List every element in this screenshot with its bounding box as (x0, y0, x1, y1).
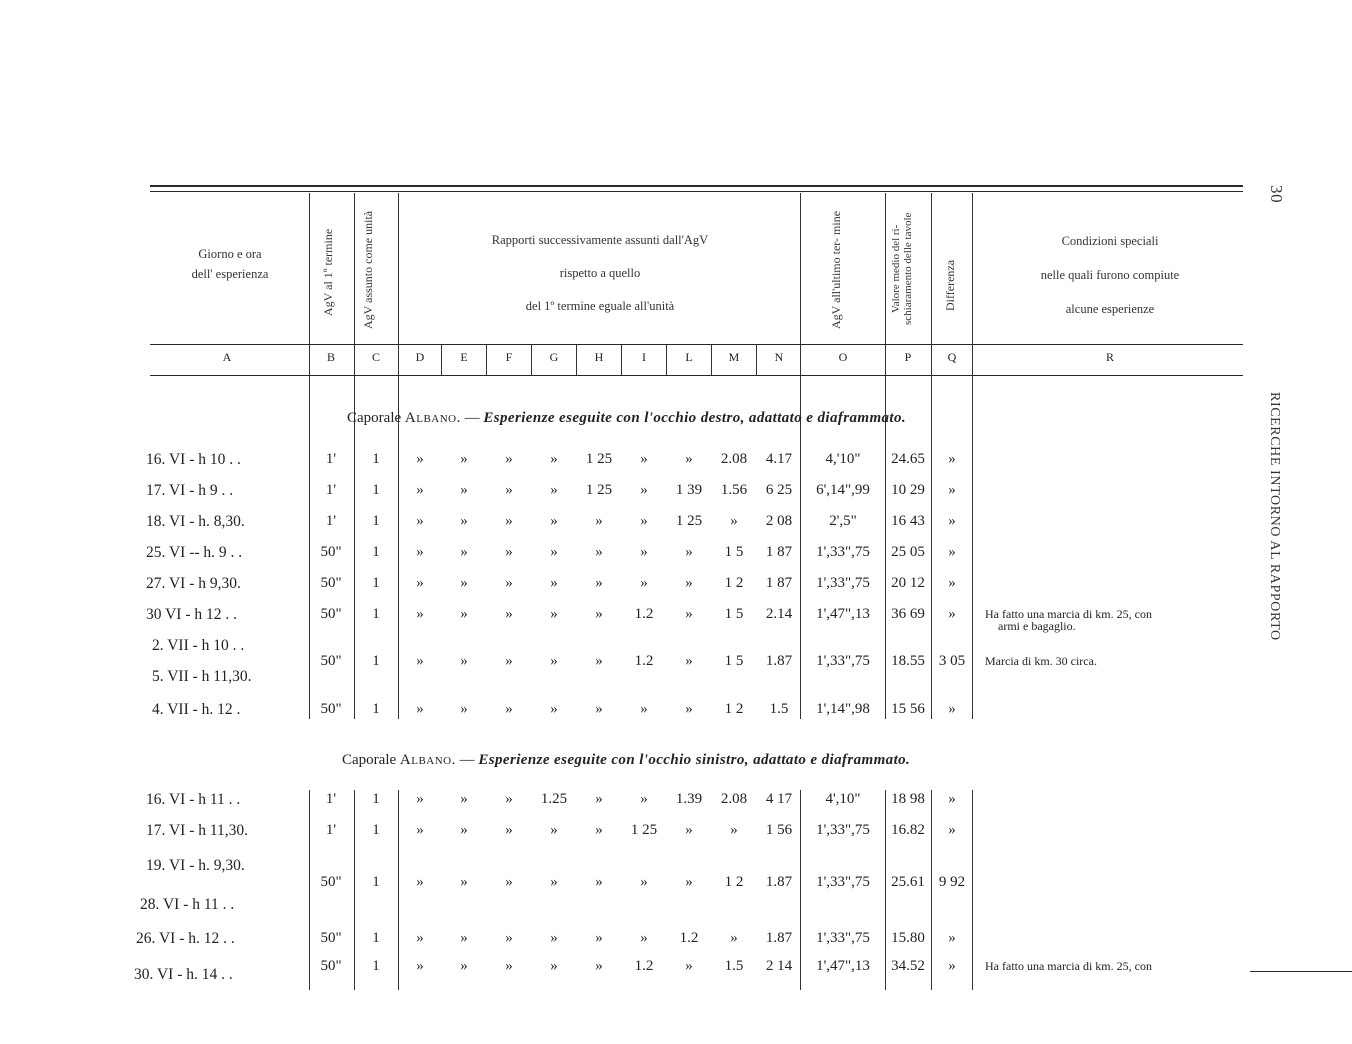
table-cell: 50" (320, 930, 342, 946)
row-date: 17. VI - h 9 . . (146, 482, 234, 499)
table-cell: » (640, 513, 648, 529)
table-cell: » (685, 544, 693, 560)
column-letter: I (642, 350, 646, 364)
table-cell: 6',14",99 (816, 482, 870, 498)
table-cell: 1',33",75 (816, 874, 870, 890)
table-cell: » (685, 701, 693, 717)
table-cell: » (685, 653, 693, 669)
table-cell: » (550, 653, 558, 669)
table-cell: » (640, 930, 648, 946)
table-cell: » (460, 482, 468, 498)
table-cell: » (550, 822, 558, 838)
top-rule-thin (150, 191, 1243, 192)
table-cell: » (460, 701, 468, 717)
table-cell: » (416, 958, 424, 974)
table-cell: 2 14 (765, 958, 793, 974)
table-cell: 1.39 (675, 791, 703, 807)
running-title: RICERCHE INTORNO AL RAPPORTO (1267, 392, 1282, 641)
table-cell: 1 (372, 874, 380, 890)
table-cell: » (505, 513, 513, 529)
table-cell: » (948, 575, 956, 591)
header-col-p: Valore medio del ri- schiaramento delle tavole (890, 212, 914, 326)
table-cell: » (460, 513, 468, 529)
table-cell: 1.5 (769, 701, 789, 717)
table-cell: » (505, 451, 513, 467)
table-cell: 1 (372, 513, 380, 529)
table-cell: 1.25 (540, 791, 568, 807)
table-cell: » (550, 513, 558, 529)
table-cell: » (460, 606, 468, 622)
table-cell: 50" (320, 958, 342, 974)
header-col-r: Condizioni speciali nelle quali furono compiute alcune esperienze (1040, 234, 1180, 316)
table-cell: » (505, 701, 513, 717)
table-cell: » (595, 653, 603, 669)
table-cell: » (595, 930, 603, 946)
row-date: 28. VI - h 11 . . (140, 896, 235, 913)
row-date: 16. VI - h 10 . . (146, 451, 241, 468)
table-cell: » (595, 874, 603, 890)
table-cell: » (416, 822, 424, 838)
table-cell: 1 25 (630, 822, 658, 838)
section-2-title: Caporale Albano. — Esperienze eseguite con l'occhio sinistro, adattato e diaframmato. (342, 752, 911, 768)
table-cell: » (505, 822, 513, 838)
table-cell: » (505, 930, 513, 946)
table-cell: » (550, 451, 558, 467)
table-cell: 2 08 (765, 513, 793, 529)
row-note: Ha fatto una marcia di km. 25, con (985, 959, 1152, 973)
table-cell: 2',5" (829, 513, 857, 529)
table-cell: » (460, 822, 468, 838)
table-cell: » (550, 544, 558, 560)
column-letter: E (460, 350, 468, 364)
table-cell: » (595, 544, 603, 560)
header-col-b: AgV al 1º termine (321, 228, 335, 317)
table-cell: » (505, 791, 513, 807)
row-note: armi e bagaglio. (998, 619, 1076, 633)
table-cell: » (416, 544, 424, 560)
table-cell: 1' (325, 822, 337, 838)
table-cell: » (505, 606, 513, 622)
table-cell: » (460, 930, 468, 946)
table-cell: 1 2 (724, 874, 744, 890)
table-cell: 1' (325, 482, 337, 498)
table-cell: 36 69 (891, 606, 925, 622)
table-cell: 2.14 (765, 606, 793, 622)
table-cell: » (595, 513, 603, 529)
table-cell: 4',10" (825, 791, 861, 807)
table-cell: 1 (372, 930, 380, 946)
table-cell: 1 87 (765, 575, 793, 591)
table-cell: » (595, 701, 603, 717)
table-cell: » (640, 701, 648, 717)
row-date: 16. VI - h 11 . . (146, 791, 241, 808)
table-cell: » (416, 874, 424, 890)
table-cell: 1 (372, 606, 380, 622)
table-cell: 1 25 (585, 451, 613, 467)
table-cell: » (685, 958, 693, 974)
row-date: 30 VI - h 12 . . (146, 606, 237, 623)
table-cell: 1 (372, 653, 380, 669)
table-cell: » (685, 575, 693, 591)
table-cell: 1 5 (724, 653, 744, 669)
table-cell: 1 5 (724, 544, 744, 560)
table-cell: » (416, 791, 424, 807)
table-cell: 10 29 (891, 482, 925, 498)
table-cell: » (550, 575, 558, 591)
table-cell: 24.65 (891, 451, 925, 467)
table-cell: 1 2 (724, 701, 744, 717)
table-cell: 1.87 (765, 653, 793, 669)
table-cell: 1 (372, 544, 380, 560)
table-cell: 9 92 (938, 874, 966, 890)
table-cell: 25 05 (891, 544, 925, 560)
column-letter: M (728, 350, 740, 364)
column-letter: D (415, 350, 425, 364)
table-cell: 16 43 (891, 513, 925, 529)
table-cell: 50" (320, 653, 342, 669)
row-date: 27. VI - h 9,30. (146, 575, 241, 592)
table-cell: » (505, 874, 513, 890)
table-cell: » (505, 575, 513, 591)
table-cell: » (416, 482, 424, 498)
table-cell: 1 2 (724, 575, 744, 591)
table-cell: » (640, 874, 648, 890)
table-cell: » (505, 544, 513, 560)
table-cell: 1',33",75 (816, 575, 870, 591)
column-letter: P (904, 350, 912, 364)
table-cell: » (948, 791, 956, 807)
table-cell: » (416, 575, 424, 591)
table-cell: » (685, 874, 693, 890)
table-cell: » (460, 791, 468, 807)
table-cell: » (550, 606, 558, 622)
row-date: 5. VII - h 11,30. (152, 668, 252, 685)
table-cell: 1 87 (765, 544, 793, 560)
table-cell: » (730, 930, 738, 946)
table-cell: 1' (325, 451, 337, 467)
header-rule (150, 344, 1243, 345)
table-cell: 1 25 (675, 513, 703, 529)
table-cell: 1.2 (634, 653, 654, 669)
table-cell: » (948, 958, 956, 974)
section-1-title: Caporale Albano. — Esperienze eseguite con l'occhio destro, adattato e diaframmato. (347, 410, 907, 426)
table-cell: » (550, 958, 558, 974)
table-cell: 1' (325, 513, 337, 529)
table-cell: » (550, 482, 558, 498)
row-note: Marcia di km. 30 circa. (985, 654, 1097, 668)
table-cell: » (948, 451, 956, 467)
table-cell: » (640, 451, 648, 467)
table-cell: » (640, 791, 648, 807)
table-cell: » (685, 606, 693, 622)
column-letter: F (505, 350, 513, 364)
table-cell: » (416, 701, 424, 717)
table-cell: 1' (325, 791, 337, 807)
table-cell: » (730, 822, 738, 838)
table-cell: » (685, 451, 693, 467)
header-col-a: Giorno e ora dell' esperienza (191, 247, 269, 281)
table-cell: 1.5 (724, 958, 744, 974)
column-letter: B (326, 350, 335, 364)
table-cell: » (595, 822, 603, 838)
table-cell: » (550, 701, 558, 717)
table-cell: » (640, 575, 648, 591)
table-cell: 1 5 (724, 606, 744, 622)
table-cell: » (595, 575, 603, 591)
table-cell: » (416, 653, 424, 669)
column-letter: L (685, 350, 693, 364)
row-date: 4. VII - h. 12 . (152, 701, 241, 718)
table-cell: 1',33",75 (816, 822, 870, 838)
table-cell: 18.55 (891, 653, 925, 669)
table-cell: 15 56 (891, 701, 925, 717)
table-cell: 1 (372, 791, 380, 807)
table-cell: 50" (320, 701, 342, 717)
table-cell: » (595, 791, 603, 807)
table-cell: 1.56 (720, 482, 748, 498)
table-cell: 1 (372, 575, 380, 591)
table-cell: 6 25 (765, 482, 793, 498)
row-date: 2. VII - h 10 . . (152, 637, 245, 654)
table-cell: 4,'10" (825, 451, 861, 467)
table-cell: » (550, 930, 558, 946)
table-cell: 4 17 (765, 791, 793, 807)
column-letter: A (222, 350, 232, 364)
table-cell: 50" (320, 874, 342, 890)
table-cell: » (416, 930, 424, 946)
column-letter: O (838, 350, 848, 364)
row-date: 25. VI -- h. 9 . . (146, 544, 243, 561)
table-cell: 1',47",13 (816, 958, 870, 974)
table-cell: 34.52 (891, 958, 925, 974)
table-cell: » (595, 958, 603, 974)
top-rule (150, 185, 1243, 187)
table-cell: 1',14",98 (816, 701, 870, 717)
table-cell: » (948, 822, 956, 838)
letters-rule (150, 375, 1243, 376)
table-cell: 1 (372, 701, 380, 717)
table-cell: » (460, 575, 468, 591)
table-cell: » (460, 653, 468, 669)
table-cell: 1.2 (679, 930, 699, 946)
table-cell: » (505, 958, 513, 974)
table-cell: 2.08 (720, 791, 748, 807)
table-cell: » (948, 482, 956, 498)
column-letter: N (774, 350, 784, 364)
table-cell: 1.87 (765, 874, 793, 890)
table-cell: » (948, 701, 956, 717)
row-date: 18. VI - h. 8,30. (146, 513, 245, 530)
table-cell: 1 (372, 482, 380, 498)
table-cell: 1 (372, 958, 380, 974)
column-letter: C (371, 350, 380, 364)
header-col-c: AgV assunto come unità (361, 210, 375, 330)
table-cell: 50" (320, 606, 342, 622)
table-cell: 4.17 (765, 451, 793, 467)
table-cell: 1 (372, 822, 380, 838)
table-cell: 15.80 (891, 930, 925, 946)
table-cell: 2.08 (720, 451, 748, 467)
table-cell: 50" (320, 575, 342, 591)
table-cell: » (685, 822, 693, 838)
table-cell: 20 12 (891, 575, 925, 591)
table-cell: » (460, 958, 468, 974)
table-cell: » (460, 544, 468, 560)
table-cell: » (730, 513, 738, 529)
table-cell: » (505, 482, 513, 498)
table-cell: 1 56 (765, 822, 793, 838)
table-cell: 50" (320, 544, 342, 560)
table-cell: 1.2 (634, 958, 654, 974)
table-cell: 1 (372, 451, 380, 467)
table-cell: 1',33",75 (816, 930, 870, 946)
column-letter: R (1105, 350, 1114, 364)
header-col-q: Differenza (943, 259, 957, 311)
row-date: 17. VI - h 11,30. (146, 822, 249, 839)
table-cell: » (460, 451, 468, 467)
table-cell: 1',33",75 (816, 544, 870, 560)
table-cell: » (460, 874, 468, 890)
table-cell: 1.87 (765, 930, 793, 946)
table-cell: » (640, 482, 648, 498)
table-cell: » (640, 544, 648, 560)
table-cell: » (505, 653, 513, 669)
table-cell: » (416, 451, 424, 467)
header-rapporti: Rapporti successivamente assunti dall'AgV rispetto a quello del 1º termine eguale all'unità (491, 233, 709, 313)
row-date: 19. VI - h. 9,30. (146, 857, 245, 874)
table-cell: 25.61 (891, 874, 925, 890)
table-cell: » (948, 930, 956, 946)
table-cell: » (550, 874, 558, 890)
table-cell: 1',47",13 (816, 606, 870, 622)
table-cell: » (416, 513, 424, 529)
table-cell: 1.2 (634, 606, 654, 622)
table-cell: 1 25 (585, 482, 613, 498)
page-number: 30 (1267, 185, 1286, 204)
table-cell: 18 98 (891, 791, 925, 807)
row-note: Ha fatto una marcia di km. 25, con (985, 607, 1152, 621)
table-cell: 1 39 (675, 482, 703, 498)
row-date: 30. VI - h. 14 . . (134, 966, 233, 983)
table-cell: » (948, 606, 956, 622)
column-letter: G (549, 350, 559, 364)
table-cell: 1',33",75 (816, 653, 870, 669)
header-col-o: AgV all'ultimo ter- mine (829, 210, 843, 330)
table-cell: » (948, 513, 956, 529)
table-cell: » (595, 606, 603, 622)
table-cell: 16.82 (891, 822, 925, 838)
column-letter: H (594, 350, 604, 364)
bottom-rule (1250, 971, 1352, 972)
row-date: 26. VI - h. 12 . . (136, 930, 235, 947)
table-cell: » (416, 606, 424, 622)
column-letter: Q (947, 350, 957, 364)
table-cell: 3 05 (938, 653, 966, 669)
table-cell: » (948, 544, 956, 560)
